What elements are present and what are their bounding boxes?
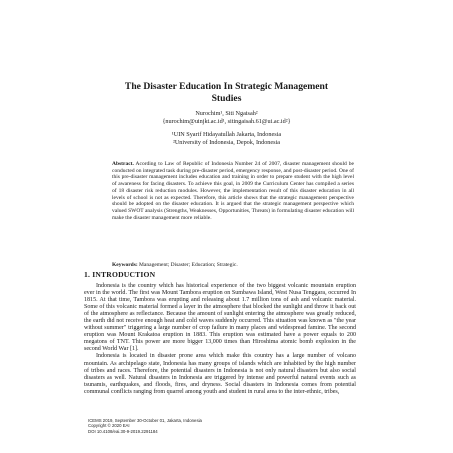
footer-conference: ICEMS 2019, September 30-October 01, Jakarta, Indonesia (88, 418, 202, 423)
author-names: Nurochim¹, Siti Ngaisah² (195, 110, 258, 117)
affiliation-first: ¹UIN Syarif Hidayatullah Jakarta, Indonesia (171, 131, 282, 138)
author-block (0, 110, 453, 126)
body-text (84, 283, 356, 396)
author-emails: {nurochim@uinjkt.ac.id¹, sitingaisah.61@ui.ac.id²} (162, 118, 291, 125)
abstract-label: Abstract. (112, 161, 134, 167)
body-paragraph-1: Indonesia is the country which has historical experience of the two biggest volcanic mountain eruption ever in the world. The first was Mount Tambora eruption on Sumbawa Island, West Nusa Tenggara, occurred In 1815. At that time, Tambora was erupting and releasing about 1.7 million tons of ash and volcanic material. Some of this volcanic material formed a layer in the atmosphere that blocked the sunlight and throw it back out of the atmosphere as reflectance. Because the amount of sunlight entering the atmosphere was greatly reduced, the earth did not receive enough heat and cold waves suddenly occurred. This situation was known as "the year without summer" triggering a large number of crop failure in many places and widespread famine. The second eruption was Mount Krakatoa eruption in 1883. This eruption was estimated have a power equals to 200 megatons of TNT. This power are more bigger 13,000 times than Hiroshima atomic bomb explosion in the second World War [1]. (84, 283, 356, 353)
affiliation-block (0, 131, 453, 147)
keywords-text: Management; Disaster; Education; Strategic. (137, 262, 238, 268)
keywords (112, 262, 354, 269)
abstract-text: Acording to Law of Republic of Indonesia Number 24 of 2007, disaster management should be conducted on integrated task during pre-disaster period, emergency response, and post-disaster period. One of this pre-disaster management includes education and training in order to prepare student with the high level of awareness for facing disasters. To achieve this goal, in 2009 the Curriculum Center has compiled a series of 18 disaster risk reduction modules. However, the implementation result of this disaster education in all levels of school is not as expected. Therefore, this article shows that the strategic management perspective should be adopted on the disaster education. It is argued that the strategic management perspective which valued SWOT analysis (Strengths, Weaknesses, Opportunities, Threats) in formulating disaster education will make the disaster management more reliable. (112, 161, 354, 221)
affiliation-second: ²University of Indonesia, Depok, Indonesia (172, 139, 281, 146)
keywords-label: Keywords: (112, 262, 138, 268)
paper-title (0, 81, 453, 105)
title-line-2: Studies (211, 93, 242, 104)
body-paragraph-2: Indonesia is located in disaster prone area which make this country has a large number of volcano mountain. As archipelago state, Indonesia has many groups of islands which are inhabited by the high number of tribes and races. Therefore, the potential disasters in Indonesia is not only natural disasters but also social disasters as well. Natural disasters in Indonesia are triggered by intense and powerful natural events such as tsunamis, earthquakes, and floods, fires, and dryness. Social disasters in Indonesia comes from potential communal conflicts ranging from quarrel among youth and student in rural area to the inter-ethnic, tribes, (84, 353, 356, 395)
title-line-1: The Disaster Education In Strategic Management (124, 81, 329, 92)
section-heading: 1. INTRODUCTION (84, 270, 156, 279)
abstract (112, 161, 354, 221)
page-footer (88, 418, 202, 434)
footer-copyright: Copyright © 2020 EAI (88, 423, 130, 429)
footer-doi: DOI 10.4108/eai.30-9-2019.2291184 (88, 428, 158, 434)
